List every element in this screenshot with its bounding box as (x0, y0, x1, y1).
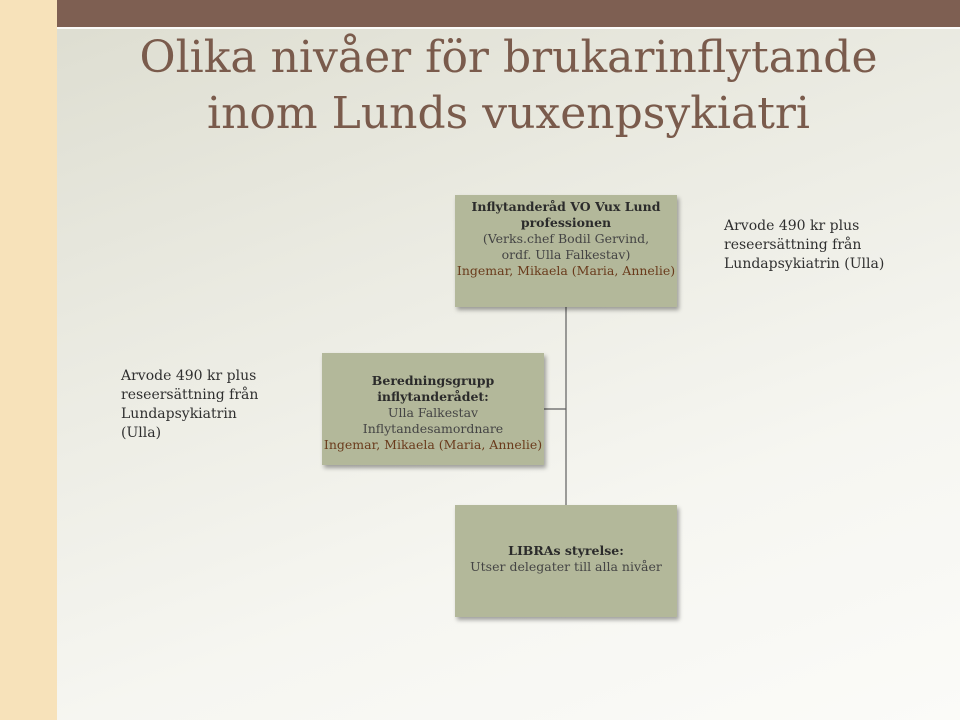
node-inflytanderad-line-5: Ingemar, Mikaela (Maria, Annelie) (456, 263, 676, 278)
note-right-line-3: Lundapsykiatrin (Ulla) (724, 256, 885, 272)
slide-title-line-2: inom Lunds vuxenpsykiatri (207, 88, 810, 139)
note-right-line-1: Arvode 490 kr plus (724, 218, 860, 234)
slide-title-line-1: Olika nivåer för brukarinflytande (139, 32, 878, 83)
node-inflytanderad-line-2: professionen (520, 215, 612, 230)
note-arvode-left (121, 367, 321, 443)
node-inflytanderad (455, 195, 677, 307)
node-inflytanderad-line-3: (Verks.chef Bodil Gervind, (482, 231, 650, 246)
note-left-line-1: Arvode 490 kr plus (121, 368, 257, 384)
node-beredningsgrupp-line-4: Ingemar, Mikaela (Maria, Annelie) (323, 437, 543, 452)
note-left-line-4: (Ulla) (121, 425, 162, 441)
node-beredningsgrupp-line-1: Beredningsgrupp (371, 373, 495, 388)
node-libra-line-1: LIBRAs styrelse: (508, 543, 624, 558)
node-beredningsgrupp-line-3: Ulla Falkestav Inflytandesamordnare (362, 405, 504, 436)
note-left-line-3: Lundapsykiatrin (121, 406, 237, 422)
node-inflytanderad-line-4: ordf. Ulla Falkestav) (501, 247, 631, 262)
note-right-line-2: reseersättning från (724, 237, 862, 253)
node-libra-line-2: Utser delegater till alla nivåer (470, 559, 662, 574)
node-libra-styrelse (455, 505, 677, 617)
node-inflytanderad-line-1: Inflytanderåd VO Vux Lund (471, 199, 661, 214)
note-arvode-right (724, 217, 944, 274)
note-left-line-2: reseersättning från (121, 387, 259, 403)
node-beredningsgrupp-line-2: inflytanderådet: (377, 389, 489, 404)
node-beredningsgrupp (322, 353, 544, 465)
